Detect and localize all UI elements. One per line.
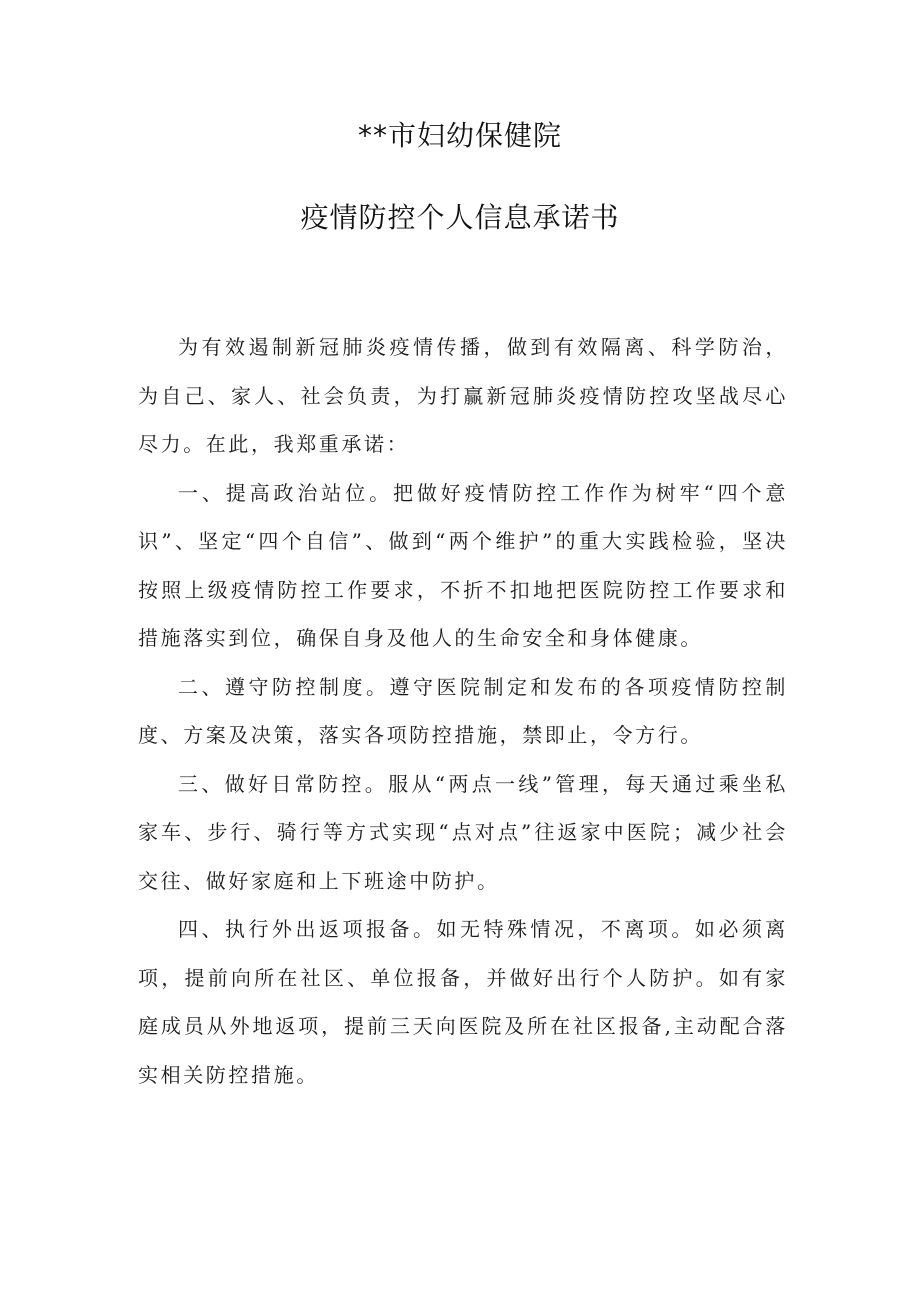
paragraph-item-4: 四、执行外出返项报备。如无特殊情况，不离项。如必须离项，提前向所在社区、单位报备，并做好出行个人防护。如有家庭成员从外地返项，提前三天向医院及所在社区报备,主动配合落实相关防控措施。: [138, 917, 788, 1087]
paragraph-item-3: 三、做好日常防控。服从“两点一线”管理，每天通过乘坐私家车、步行、骑行等方式实现“点对点”往返家中医院；减少社会交往、做好家庭和上下班途中防护。: [138, 771, 788, 893]
paragraph-item-1: 一、提高政治站位。把做好疫情防控工作作为树牢“四个意识”、坚定“四个自信”、做到“两个维护”的重大实践检验，坚决按照上级疫情防控工作要求，不折不扣地把医院防控工作要求和措施落实到位，确保自身及他人的生命安全和身体健康。: [138, 480, 788, 650]
document-body: [138, 323, 788, 1099]
hospital-name-title: **市妇幼保健院: [357, 119, 562, 152]
document-title: 疫情防控个人信息承诺书: [300, 201, 620, 234]
paragraph-item-2: 二、遵守防控制度。遵守医院制定和发布的各项疫情防控制度、方案及决策，落实各项防控措施，禁即止，令方行。: [138, 674, 788, 747]
paragraph-intro: 为有效遏制新冠肺炎疫情传播，做到有效隔离、科学防治，为自己、家人、社会负责，为打赢新冠肺炎疫情防控攻坚战尽心尽力。在此，我郑重承诺：: [138, 335, 788, 456]
